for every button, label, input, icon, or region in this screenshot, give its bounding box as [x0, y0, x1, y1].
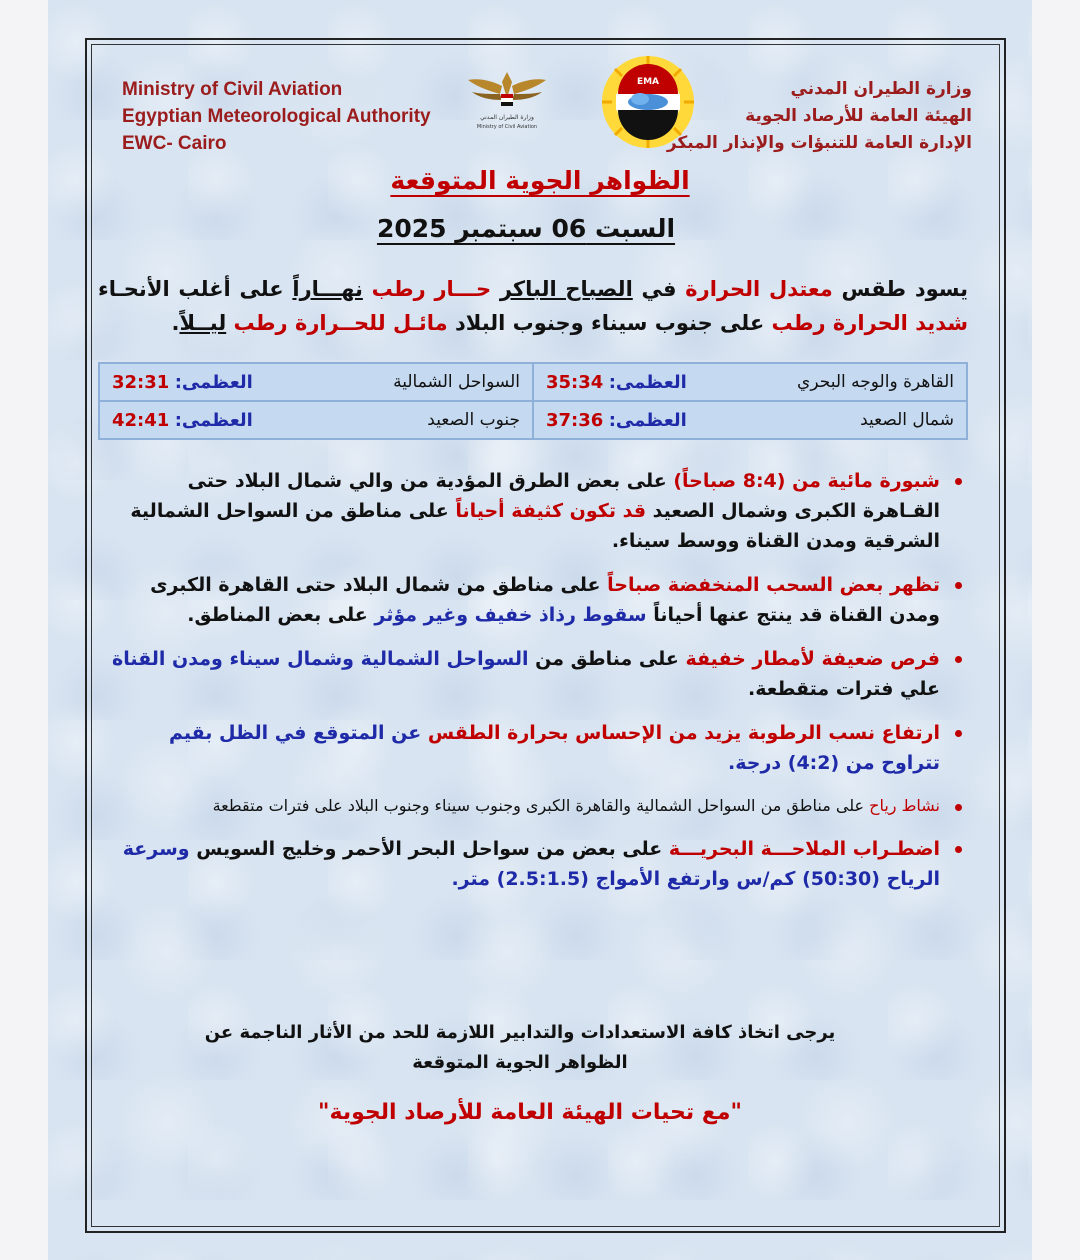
english-header — [122, 76, 462, 157]
bullet-text: على بعض المناطق. — [187, 604, 375, 626]
table-row — [99, 363, 967, 401]
intro-highlight: حـــار رطب — [371, 277, 492, 301]
intro-text — [363, 277, 372, 301]
bullet-dot — [955, 730, 962, 737]
max-temp-value: 42:41 — [112, 409, 170, 431]
bulletin-title: الظواهر الجوية المتوقعة — [390, 166, 690, 195]
ministry-name-en: Ministry of Civil Aviation — [122, 79, 343, 100]
intro-highlight: شديد الحرارة رطب — [771, 311, 968, 335]
bullet-text: على مناطق من — [528, 648, 686, 670]
bullet-highlight: فرص ضعيفة لأمطار خفيفة — [685, 648, 940, 670]
intro-text: . — [171, 311, 180, 335]
table-row — [99, 401, 967, 439]
bulletin-title-wrap — [0, 166, 1080, 195]
wings-logo-caption-en: Ministry of Civil Aviation — [476, 124, 538, 130]
intro-underlined: نهـــاراً — [292, 277, 363, 301]
advisory-note — [200, 1018, 840, 1078]
forecast-list — [110, 466, 970, 908]
intro-text: في — [632, 277, 686, 301]
max-temp-value: 32:31 — [112, 371, 170, 393]
region-name: جنوب الصعيد — [427, 410, 520, 430]
max-label: العظمى: — [174, 409, 253, 431]
bullet-dot — [955, 804, 962, 811]
intro-highlight: معتدل الحرارة — [685, 277, 833, 301]
region-name: شمال الصعيد — [860, 410, 954, 430]
max-label: العظمى: — [608, 409, 687, 431]
bullet-dot — [955, 656, 962, 663]
list-item — [110, 466, 970, 556]
bulletin-date-wrap — [0, 214, 1052, 243]
intro-text: على جنوب سيناء وجنوب البلاد — [447, 311, 772, 335]
list-item — [110, 644, 970, 704]
intro-text: على أغلب الأنحـاء — [98, 277, 293, 301]
intro-highlight: مائـل للحــرارة رطب — [233, 311, 448, 335]
closing-greeting: "مع تحيات الهيئة العامة للأرصاد الجوية" — [318, 1100, 742, 1125]
bullet-highlight: قد تكون كثيفة أحياناً — [455, 500, 647, 522]
civil-aviation-logo — [466, 64, 548, 134]
table-cell — [99, 363, 533, 401]
authority-name-ar: الهيئة العامة للأرصاد الجوية — [745, 106, 972, 126]
intro-underlined: الصباح الباكر — [499, 277, 633, 301]
advisory-line: يرجى اتخاذ كافة الاستعدادات والتدابير اللازمة للحد من الأثار الناجمة عن — [204, 1022, 836, 1043]
table-cell — [99, 401, 533, 439]
bullet-highlight: وسرعة الرياح (50:30) كم/س وارتفع الأمواج (2.5:1.5) متر. — [122, 838, 940, 890]
bullet-highlight: نشاط رياح — [869, 796, 940, 815]
intro-text — [491, 277, 500, 301]
max-temp-value: 35:34 — [546, 371, 604, 393]
list-item — [110, 834, 970, 894]
bullet-highlight: سقوط رذاذ خفيف وغير مؤثر — [374, 604, 647, 626]
arabic-header — [642, 76, 972, 157]
bullet-dot — [955, 582, 962, 589]
table-cell — [533, 363, 967, 401]
department-name-ar: الإدارة العامة للتنبؤات والإنذار المبكر — [666, 133, 972, 153]
list-item — [110, 718, 970, 778]
max-label: العظمى: — [174, 371, 253, 393]
ema-logo-text: EMA — [636, 77, 660, 87]
bullet-text: على بعض الطرق المؤدية من والي شمال البلاد حتى القـاهرة الكبرى وشمال الصعيد — [187, 470, 940, 522]
bullet-highlight: السواحل الشمالية وشمال سيناء ومدن القناة — [112, 648, 529, 670]
intro-underlined: ليــلاً — [179, 311, 227, 335]
bullet-text: علي فترات متقطعة. — [748, 678, 940, 700]
bullet-highlight: عن المتوقع في الظل بقيم تتراوح من (4:2) درجة. — [168, 722, 940, 774]
bullet-text: على بعض من سواحل البحر الأحمر وخليج السويس — [189, 838, 669, 860]
bullet-text: على مناطق من السواحل الشمالية الشرقية ومدن القناة ووسط سيناء. — [130, 500, 940, 552]
bullet-text: على مناطق من شمال البلاد حتى القاهرة الكبرى ومدن القناة قد ينتج عنها أحياناً — [150, 574, 940, 626]
intro-text — [226, 311, 233, 335]
max-temp-value: 37:36 — [546, 409, 604, 431]
region-name: القاهرة والوجه البحري — [797, 372, 954, 392]
list-item — [110, 570, 970, 630]
summary-paragraph — [98, 272, 968, 340]
temperature-table — [98, 362, 968, 440]
bullet-highlight: تظهر بعض السحب المنخفضة صباحاً — [607, 574, 940, 596]
region-name: السواحل الشمالية — [393, 372, 520, 392]
max-label: العظمى: — [608, 371, 687, 393]
intro-text: يسود طقس — [832, 277, 969, 301]
bullet-dot — [955, 478, 962, 485]
bullet-text: على مناطق من السواحل الشمالية والقاهرة الكبرى وجنوب سيناء وجنوب البلاد على فترات متقطعة — [212, 796, 870, 815]
authority-name-en: Egyptian Meteorological Authority — [122, 106, 431, 127]
list-item — [110, 792, 970, 820]
center-name-en: EWC- Cairo — [122, 133, 227, 154]
ministry-name-ar: وزارة الطيران المدني — [790, 79, 972, 99]
bullet-highlight: شبورة مائية من (8:4 صباحاً) — [673, 470, 940, 492]
bullet-highlight: ارتفاع نسب الرطوبة يزيد من الإحساس بحرارة الطقس — [427, 722, 940, 744]
bullet-dot — [955, 846, 962, 853]
bulletin-date: السبت 06 سبتمبر 2025 — [376, 214, 676, 243]
advisory-line: الظواهر الجوية المتوقعة — [412, 1052, 628, 1073]
table-cell — [533, 401, 967, 439]
wings-logo-caption-ar: وزارة الطيران المدني — [480, 114, 534, 121]
bullet-highlight: اضطـراب الملاحـــة البحريـــة — [668, 838, 940, 860]
